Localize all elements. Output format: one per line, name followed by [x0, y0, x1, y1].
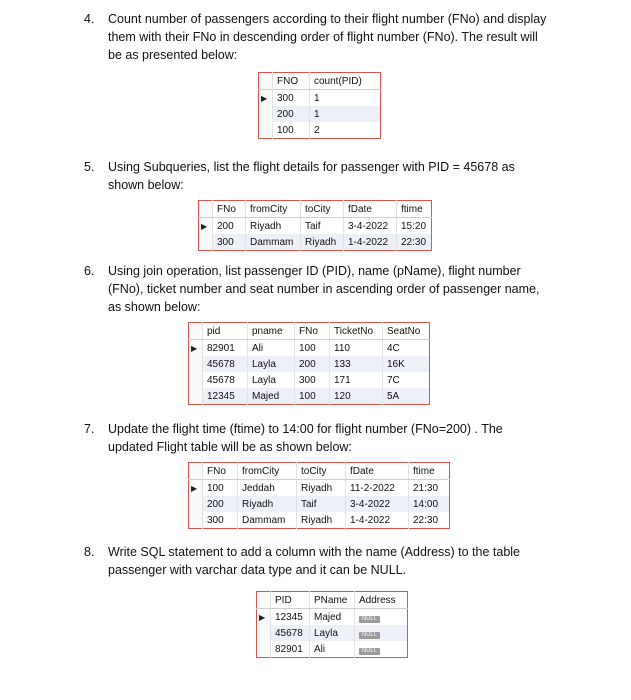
table-row: 45678 Layla 200 133 16K [189, 356, 430, 372]
table-row: 45678 Layla NULL [257, 625, 408, 641]
result-table-q7 [188, 462, 450, 529]
null-badge: NULL [359, 632, 380, 639]
question-number: 6. [84, 264, 95, 278]
table-row: ▶ 100 Jeddah Riyadh 11-2-2022 21:30 [189, 480, 450, 497]
question-number: 8. [84, 545, 95, 559]
question-number: 7. [84, 422, 95, 436]
table-row: 12345 Majed 100 120 5A [189, 388, 430, 405]
current-row-arrow-icon: ▶ [201, 221, 208, 231]
table-row: 100 2 [259, 122, 381, 139]
current-row-arrow-icon: ▶ [261, 93, 268, 103]
current-row-arrow-icon: ▶ [191, 343, 198, 353]
table-header [259, 73, 381, 90]
question-text: Using join operation, list passenger ID (PID), name (pName), flight number (FNo), ticket number and seat number in ascending order of passenger name, as shown below: [108, 264, 540, 314]
column-header: FNO [273, 73, 310, 90]
table-row: ▶ 12345 Majed NULL [257, 609, 408, 626]
question-text: Count number of passengers according to their flight number (FNo) and display them with their FNo in descending order of flight number (FNo). The result will be as presented below: [108, 12, 547, 62]
table-header: PID PName Address [257, 592, 408, 609]
current-row-arrow-icon: ▶ [259, 612, 266, 622]
table-row: 300 Dammam Riyadh 1-4-2022 22:30 [199, 234, 432, 251]
result-table-q6 [188, 322, 430, 405]
table-row: 300 Dammam Riyadh 1-4-2022 22:30 [189, 512, 450, 529]
table-row: ▶ 82901 Ali 100 110 4C [189, 340, 430, 357]
column-header: count(PID) [310, 73, 381, 90]
table-row: 200 Riyadh Taif 3-4-2022 14:00 [189, 496, 450, 512]
table-header: FNo fromCity toCity fDate ftime [189, 463, 450, 480]
question-text: Using Subqueries, list the flight details for passenger with PID = 45678 as shown below: [108, 160, 515, 192]
table-row: 45678 Layla 300 171 7C [189, 372, 430, 388]
result-table-q8 [256, 591, 408, 658]
null-badge: NULL [359, 648, 380, 655]
question-text: Write SQL statement to add a column with the name (Address) to the table passenger with varchar data type and it can be NULL. [108, 545, 521, 577]
question-number: 5. [84, 160, 95, 174]
table-row: ▶ 300 1 [259, 90, 381, 107]
question-text: Update the flight time (ftime) to 14:00 for flight number (FNo=200) . The updated Flight table will be as shown below: [108, 422, 503, 454]
table-header: pid pname FNo TicketNo SeatNo [189, 323, 430, 340]
table-row: 200 1 [259, 106, 381, 122]
result-table-q4 [258, 72, 381, 139]
question-number: 4. [84, 12, 95, 26]
null-badge: NULL [359, 616, 380, 623]
table-header: FNo fromCity toCity fDate ftime [199, 201, 432, 218]
table-row: ▶ 200 Riyadh Taif 3-4-2022 15:20 [199, 218, 432, 235]
current-row-arrow-icon: ▶ [191, 483, 198, 493]
table-row: 82901 Ali NULL [257, 641, 408, 658]
result-table-q5 [198, 200, 432, 251]
